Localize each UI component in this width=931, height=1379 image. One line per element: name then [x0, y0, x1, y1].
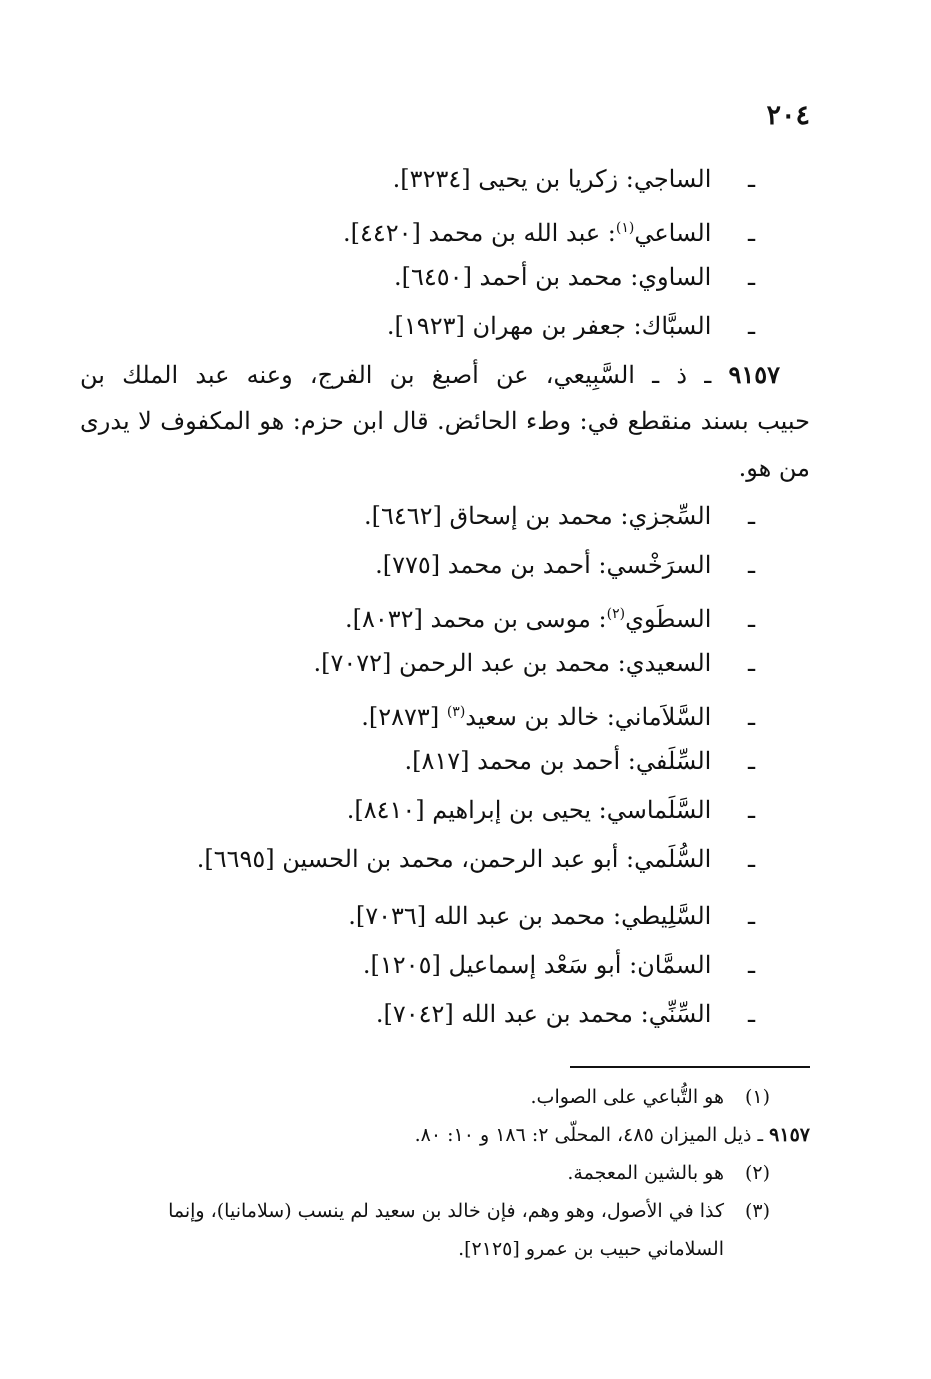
- index-entry: [80, 590, 810, 639]
- footnote-text: هو التُّباعي على الصواب.: [530, 1086, 724, 1108]
- footnote-number: (٣): [744, 1200, 770, 1222]
- paragraph-line: ـ ذ ـ السَّبِيعي، عن أصبغ بن الفرج، وعنه عبد الملك بن: [80, 361, 712, 389]
- footnote-separator: [570, 1066, 810, 1068]
- entry-dash: ـ: [747, 951, 755, 979]
- entry-dash: ـ: [747, 219, 755, 247]
- entry-dash: ـ: [747, 263, 755, 291]
- entry-dash: ـ: [747, 796, 755, 824]
- index-entry: [80, 835, 810, 884]
- index-entry: [80, 541, 810, 590]
- entry-text: الساوي: محمد بن أحمد [٦٤٥٠].: [394, 263, 712, 291]
- index-entry: [80, 990, 810, 1039]
- footnotes: [80, 1078, 810, 1268]
- entry-text: الساجي: زكريا بن يحيى [٣٢٣٤].: [392, 165, 712, 193]
- entry-text: السِّجزي: محمد بن إسحاق [٦٤٦٢].: [363, 502, 712, 530]
- index-entry: [80, 786, 810, 835]
- entry-dash: ـ: [747, 703, 755, 731]
- footnote-marker: (٢): [606, 606, 626, 622]
- entry-dash: ـ: [747, 902, 755, 930]
- entry-dash: ـ: [747, 845, 755, 873]
- footnote: [80, 1192, 810, 1230]
- footnote-number: (١): [744, 1086, 770, 1108]
- entry-text: السرَخْسي: أحمد بن محمد [٧٧٥].: [375, 551, 712, 579]
- entry-text: السِّلَفي: أحمد بن محمد [٨١٧].: [404, 747, 712, 775]
- index-entry: [80, 253, 810, 302]
- entry-text: السبَّاك: جعفر بن مهران [١٩٢٣].: [386, 312, 712, 340]
- entry-dash: ـ: [747, 502, 755, 530]
- entry-text: السَّلِيطي: محمد بن عبد الله [٧٠٣٦].: [348, 902, 712, 930]
- entry-text: السمَّان: أبو سَعْد إسماعيل [١٢٠٥].: [362, 951, 712, 979]
- entry-name: السطَوي: [625, 605, 712, 633]
- entry-text: السُّلَمي: أبو عبد الرحمن، محمد بن الحسين [٦٦٩٥].: [196, 845, 712, 873]
- entry-dash: ـ: [747, 1000, 755, 1028]
- footnote-text: هو بالشين المعجمة.: [567, 1162, 724, 1184]
- entry-dash: ـ: [747, 551, 755, 579]
- footnote-source: [80, 1116, 810, 1154]
- footnote: [80, 1078, 810, 1116]
- footnote-text: ـ ذيل الميزان ٤٨٥، المحلّى ٢: ١٨٦ و ١٠: ٨٠.: [414, 1124, 764, 1146]
- footnote-marker: (١): [615, 220, 635, 236]
- index-entry: [80, 892, 810, 941]
- entry-dash: ـ: [747, 747, 755, 775]
- footnote-number: ٩١٥٧: [769, 1124, 810, 1146]
- entry-text: السعيدي: محمد بن عبد الرحمن [٧٠٧٢].: [313, 649, 712, 677]
- entry-rest: : عبد الله بن محمد [٤٤٢٠].: [342, 219, 616, 247]
- entry-dash: ـ: [747, 312, 755, 340]
- entry-text: السِّنِّي: محمد بن عبد الله [٧٠٤٢].: [375, 1000, 712, 1028]
- index-entry: [80, 492, 810, 541]
- entry-name: السَّلاَماني: خالد بن سعيد: [465, 703, 712, 731]
- index-entry: [80, 737, 810, 786]
- footnote-marker: (٣): [446, 704, 466, 720]
- index-entry: [80, 155, 810, 204]
- entry-name: الساعي: [634, 219, 712, 247]
- page-number: ٢٠٤: [766, 100, 810, 131]
- entry-dash: ـ: [747, 165, 755, 193]
- index-entry: [80, 941, 810, 990]
- index-entry: [80, 688, 810, 737]
- entry-dash: ـ: [747, 649, 755, 677]
- entry-rest: : موسى بن محمد [٨٠٣٢].: [344, 605, 607, 633]
- index-entry: [80, 204, 810, 253]
- index-entry: [80, 639, 810, 688]
- footnote: [80, 1154, 810, 1192]
- footnote-text: كذا في الأصول، وهو وهم، فإن خالد بن سعيد لم ينسب (سلامانيا)، وإنما: [168, 1200, 724, 1222]
- entry-rest: [٢٨٧٣].: [361, 703, 447, 731]
- biography-paragraph: [80, 351, 810, 492]
- entry-number: ٩١٥٧: [728, 360, 780, 389]
- paragraph-line: من هو.: [738, 454, 810, 482]
- footnote-continuation: السلاماني حبيب بن عمرو [٢١٢٥].: [458, 1238, 724, 1260]
- paragraph-line: حبيب بسند منقطع في: وطء الحائض. قال ابن حزم: هو المكفوف لا يدرى: [80, 407, 810, 435]
- footnote-number: (٢): [744, 1162, 770, 1184]
- entry-dash: ـ: [747, 605, 755, 633]
- index-entries: [80, 155, 810, 1039]
- entry-text: السَّلَماسي: يحيى بن إبراهيم [٨٤١٠].: [346, 796, 712, 824]
- index-entry: [80, 302, 810, 351]
